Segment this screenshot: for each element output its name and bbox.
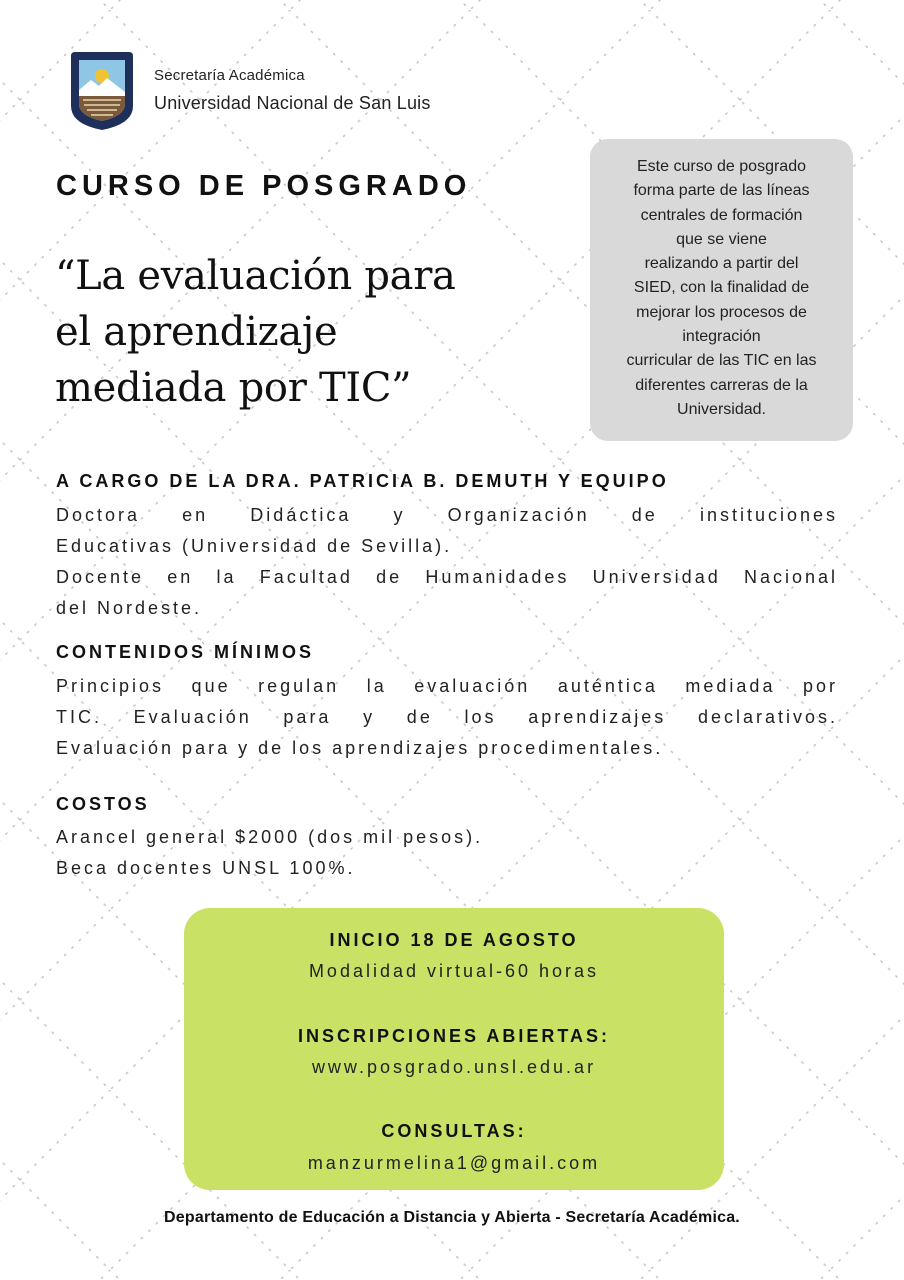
institution-name: Universidad Nacional de San Luis xyxy=(154,93,431,113)
costs-heading: COSTOS xyxy=(56,794,150,814)
info-line: SIED, con la finalidad de xyxy=(633,279,810,297)
instructor-heading: A CARGO DE LA DRA. PATRICIA B. DEMUTH Y EQUIPO xyxy=(56,471,669,491)
course-info-box xyxy=(590,139,853,441)
instructor-bio xyxy=(56,500,838,624)
bio-line: del Nordeste. xyxy=(56,598,203,618)
costs-text xyxy=(56,822,838,884)
info-line: mejorar los procesos de xyxy=(636,303,807,321)
start-date-heading: INICIO 18 DE AGOSTO xyxy=(329,930,579,950)
bio-line: Doctora en Didáctica y Organización de instituciones xyxy=(56,505,838,525)
bio-line: Docente en la Facultad de Humanidades Universidad Nacional xyxy=(56,567,838,587)
info-line: integración xyxy=(682,328,761,346)
info-line: que se viene xyxy=(676,230,767,248)
enrollment-link[interactable]: www.posgrado.unsl.edu.ar xyxy=(311,1057,597,1077)
info-line: curricular de las TIC en las xyxy=(626,352,817,370)
university-crest-icon xyxy=(69,50,135,132)
info-line: diferentes carreras de la xyxy=(635,376,808,394)
cost-line: Beca docentes UNSL 100%. xyxy=(56,858,356,878)
course-type-heading: CURSO DE POSGRADO xyxy=(56,170,472,202)
contents-line: TIC. Evaluación para y de los aprendizajes declarativos. xyxy=(56,707,838,727)
info-line: forma parte de las líneas xyxy=(633,182,810,200)
course-title-line: mediada por TIC” xyxy=(55,365,412,411)
contents-line: Principios que regulan la evaluación auténtica mediada por xyxy=(56,676,838,696)
course-title-line: “La evaluación para xyxy=(55,253,456,299)
modality-text: Modalidad virtual-60 horas xyxy=(308,961,600,981)
enrollment-box xyxy=(184,908,724,1190)
course-title xyxy=(55,248,565,416)
institution-department: Secretaría Académica xyxy=(154,67,305,84)
cost-line: Arancel general $2000 (dos mil pesos). xyxy=(56,827,484,847)
contact-heading: CONSULTAS: xyxy=(381,1121,527,1141)
footer-department: Departamento de Educación a Distancia y Abierta - Secretaría Académica. xyxy=(164,1209,740,1226)
enrollment-heading: INSCRIPCIONES ABIERTAS: xyxy=(297,1026,611,1046)
info-line: Universidad. xyxy=(677,400,766,418)
contents-line: Evaluación para y de los aprendizajes procedimentales. xyxy=(56,738,664,758)
info-line: centrales de formación xyxy=(640,206,803,224)
course-title-line: el aprendizaje xyxy=(55,309,338,355)
bio-line: Educativas (Universidad de Sevilla). xyxy=(56,536,453,556)
contents-heading: CONTENIDOS MÍNIMOS xyxy=(56,642,315,662)
info-line: realizando a partir del xyxy=(644,255,799,273)
contact-email-link[interactable]: manzurmelina1@gmail.com xyxy=(307,1153,601,1173)
contents-text xyxy=(56,671,838,764)
info-line: Este curso de posgrado xyxy=(637,158,806,175)
